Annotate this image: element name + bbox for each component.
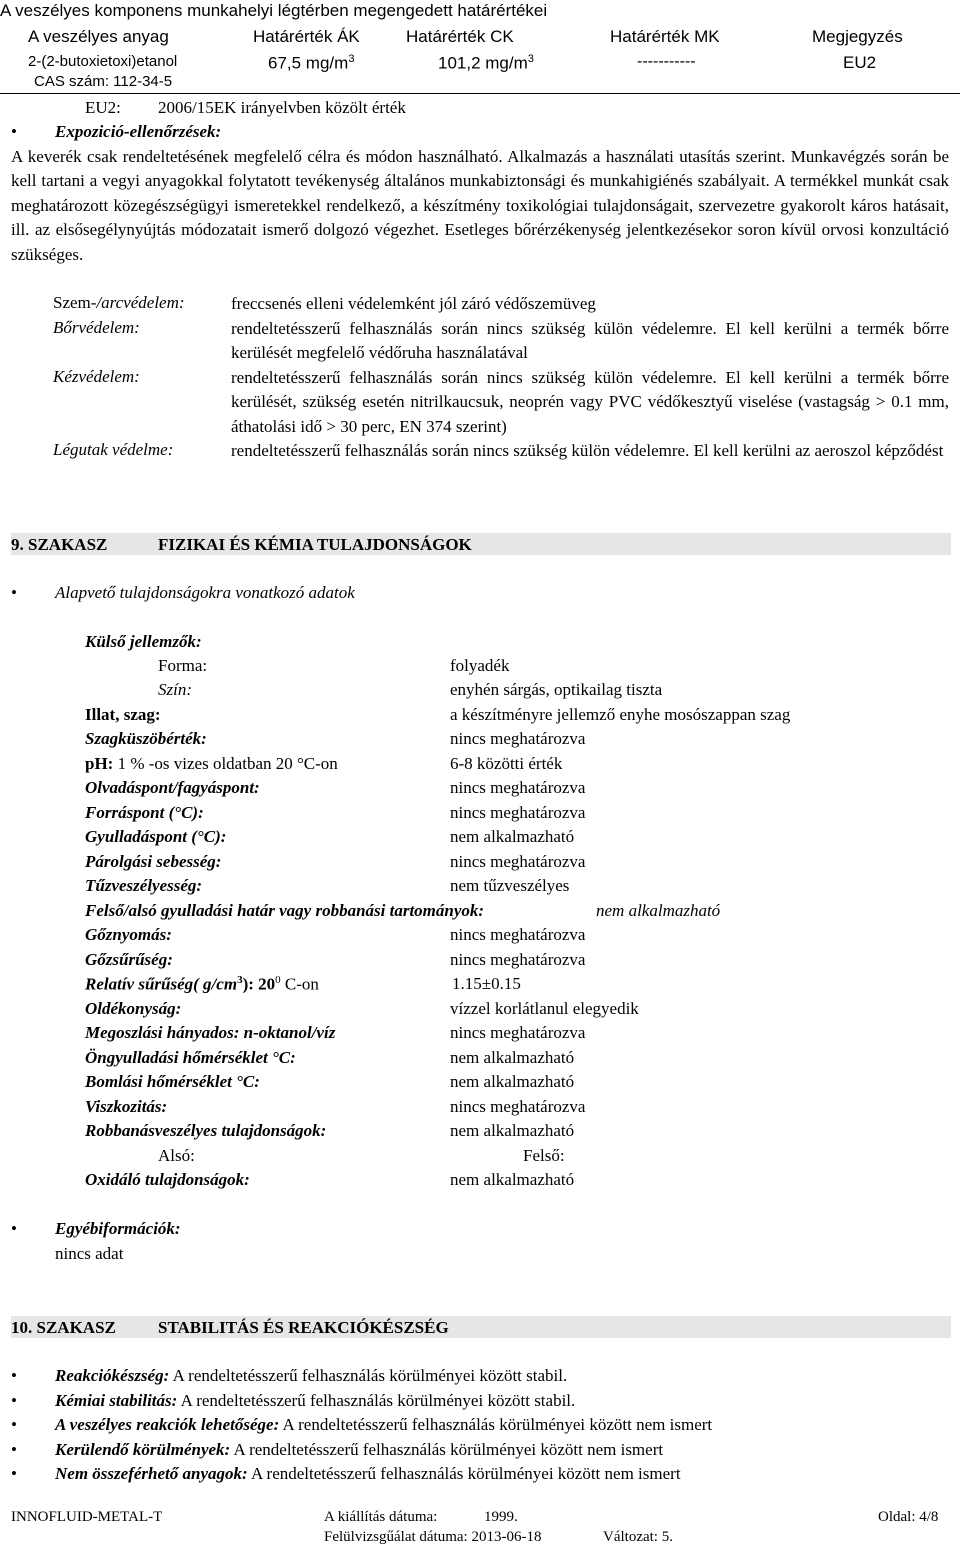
- exposure-heading: • Expozició-ellenőrzések:: [55, 121, 221, 143]
- oldekony-value: vízzel korlátlanul elegyedik: [450, 999, 639, 1018]
- felso-also-label: Felső/alsó gyulladási határ vagy robbanási tartományok:: [85, 901, 485, 920]
- footer-review: Felülvizsgűálat dátuma: 2013-06-18: [324, 1529, 542, 1545]
- megoszlas-value: nincs meghatározva: [450, 1023, 586, 1042]
- relativ-value: 1.15±0.15: [452, 974, 521, 993]
- gozsuruseg-label: Gőzsűrűség:: [85, 950, 173, 969]
- egyeb-label: • Egyébiformációk:: [55, 1218, 181, 1240]
- egyeb-value: nincs adat: [55, 1244, 124, 1263]
- viszko-value: nincs meghatározva: [450, 1097, 586, 1116]
- section10-bar: [11, 1316, 951, 1338]
- parolgas-label: Párolgási sebesség:: [85, 852, 222, 871]
- kerulendo-item: • Kerülendő körülmények: A rendeltetésszerű felhasználás körülményei között nem ismert: [55, 1439, 663, 1461]
- note-value: EU2: [843, 53, 877, 72]
- skin-protection-label: Bőrvédelem:: [53, 318, 140, 337]
- nem-osszeferheto-item: • Nem összeférhető anyagok: A rendeltetésszerű felhasználás körülményei között nem ismert: [55, 1463, 681, 1485]
- illat-label: Illat, szag:: [85, 705, 161, 724]
- robban-label: Robbanásveszélyes tulajdonságok:: [85, 1121, 327, 1140]
- oxid-label: Oxidáló tulajdonságok:: [85, 1170, 250, 1189]
- col-substance: A veszélyes anyag: [28, 27, 169, 46]
- footer-page: Oldal: 4/8: [878, 1509, 939, 1525]
- exposure-paragraph: A keverék csak rendeltetésének megfelelő célra és módon használható. Alkalmazás a használati utasítás szerint. Munkavégzés során be kell tartani a vegyi anyagokkal folytatott tevékenység általános munkabiztonsági és munkahigiénés szabályait. A termékkel munkát csak meghatározott közegészségügyi ismeretekkel rendelkező, a készítmény toxikológiai tulajdonságait, szervezetre gyakorolt káros hatásait, ill. az elsősegélynyújtás módozatait ismerő dolgozó végezhet. Esetleges bőrérzékenység jelentkezésekor soron kívül orvosi konzultáció szükséges.: [11, 147, 949, 264]
- cas-number: CAS szám: 112-34-5: [34, 73, 173, 90]
- section9-title: FIZIKAI ÉS KÉMIA TULAJDONSÁGOK: [158, 535, 472, 554]
- szagkuszob-value: nincs meghatározva: [450, 729, 586, 748]
- robban-value: nem alkalmazható: [450, 1121, 575, 1140]
- respiratory-protection-value: rendeltetésszerű felhasználás során nincs szükség külön védelemre. El kell kerülni az aeroszol képződést: [231, 441, 944, 460]
- gyullad-label: Gyulladáspont (°C):: [85, 827, 227, 846]
- ph-label: pH: 1 % -os vizes oldatban 20 °C-on: [85, 754, 338, 773]
- external-heading: Külső jellemzők:: [85, 632, 202, 651]
- section10-title: STABILITÁS ÉS REAKCIÓKÉSZSÉG: [158, 1318, 449, 1337]
- goznyomas-label: Gőznyomás:: [85, 925, 172, 944]
- szin-label: Szín:: [158, 680, 192, 699]
- goznyomas-value: nincs meghatározva: [450, 925, 586, 944]
- oxid-value: nem alkalmazható: [450, 1170, 575, 1189]
- megoszlas-label: Megoszlási hányados: n-oktanol/víz: [85, 1023, 336, 1042]
- forras-label: Forráspont (°C):: [85, 803, 204, 822]
- szagkuszob-label: Szagküszöbérték:: [85, 729, 207, 748]
- ph-value: 6-8 közötti érték: [450, 754, 563, 773]
- col-mk: Határérték MK: [610, 27, 720, 46]
- relativ-label: Relatív sűrűség( $g/cm^3$): $20^0$ C-on: [85, 974, 319, 994]
- eye-protection-value: freccsenés elleni védelemként jól záró védőszemüveg: [231, 294, 596, 313]
- oldekony-label: Oldékonyság:: [85, 999, 182, 1018]
- eu2-text: 2006/15EK irányelvben közölt érték: [158, 98, 406, 117]
- ck-value: 101,2 $mg/m^3$: [438, 53, 534, 73]
- table-header-row: [0, 26, 960, 48]
- hand-protection-value: rendeltetésszerű felhasználás során nincs szükség külön védelemre. El kell kerülni a termék bőrre kerülését, szükség esetén nitrilkaucsuk, neoprén vagy PVC védőkesztyű viselése (vastagság > 0.1 mm, áthatolási idő > 30 perc, EN 374 szerint): [231, 368, 949, 436]
- footer-product: INNOFLUID-METAL-T: [11, 1509, 163, 1525]
- hand-protection-label: Kézvédelem:: [53, 367, 140, 386]
- bomlas-value: nem alkalmazható: [450, 1072, 575, 1091]
- bomlas-label: Bomlási hőmérséklet °C:: [85, 1072, 260, 1091]
- respiratory-protection-label: Légutak védelme:: [53, 440, 174, 459]
- substance-name: 2-(2-butoxietoxi)etanol: [28, 53, 178, 70]
- forma-label: Forma:: [158, 656, 208, 675]
- section9-bar: [11, 533, 951, 555]
- tuz-value: nem tűzveszélyes: [450, 876, 570, 895]
- olvadas-value: nincs meghatározva: [450, 778, 586, 797]
- footer-version: Változat: 5.: [603, 1529, 673, 1545]
- tuz-label: Tűzveszélyesség:: [85, 876, 203, 895]
- parolgas-value: nincs meghatározva: [450, 852, 586, 871]
- felso-also-value: nem alkalmazható: [596, 901, 721, 920]
- illat-value: a készítményre jellemző enyhe mosószappan szag: [450, 705, 791, 724]
- ak-value: 67,5 $mg/m^3$: [268, 53, 355, 73]
- szin-value: enyhén sárgás, optikailag tiszta: [450, 680, 663, 699]
- skin-protection-value: rendeltetésszerű felhasználás során nincs szükség külön védelemre. El kell kerülni a termék bőrre kerülését megfelelő védőruha használatával: [231, 319, 949, 363]
- forma-value: folyadék: [450, 656, 510, 675]
- section10-number: 10. SZAKASZ: [11, 1318, 116, 1337]
- eye-protection-label: Szem-/arcvédelem:: [53, 293, 185, 312]
- col-note: Megjegyzés: [812, 27, 903, 46]
- viszko-label: Viszkozitás:: [85, 1097, 168, 1116]
- eu2-label: EU2:: [85, 98, 121, 117]
- forras-value: nincs meghatározva: [450, 803, 586, 822]
- col-ak: Határérték ÁK: [253, 27, 360, 46]
- col-ck: Határérték CK: [406, 27, 514, 46]
- table-title: A veszélyes komponens munkahelyi légtérben megengedett határértékei: [0, 1, 548, 20]
- gyullad-value: nem alkalmazható: [450, 827, 575, 846]
- footer-issue-value: 1999.: [484, 1509, 518, 1525]
- table-bottom-line: [0, 93, 960, 94]
- ongyull-value: nem alkalmazható: [450, 1048, 575, 1067]
- mk-value: -----------: [637, 53, 696, 70]
- gozsuruseg-value: nincs meghatározva: [450, 950, 586, 969]
- also-label: Alsó:: [158, 1146, 195, 1165]
- veszelyes-item: • A veszélyes reakciók lehetősége: A rendeltetésszerű felhasználás körülményei között nem ismert: [55, 1414, 712, 1436]
- section9-number: 9. SZAKASZ: [11, 535, 108, 554]
- table-data-row: [0, 51, 960, 91]
- section9-subheading: • Alapvető tulajdonságokra vonatkozó adatok: [55, 582, 355, 604]
- olvadas-label: Olvadáspont/fagyáspont:: [85, 778, 260, 797]
- felso-label: Felső:: [523, 1146, 565, 1165]
- reakcio-item: • Reakciókészség: A rendeltetésszerű felhasználás körülményei között stabil.: [55, 1365, 567, 1387]
- ongyull-label: Öngyulladási hőmérséklet °C:: [85, 1048, 296, 1067]
- kemiai-item: • Kémiai stabilitás: A rendeltetésszerű felhasználás körülményei között stabil.: [55, 1390, 575, 1412]
- footer-issue-label: A kiállítás dátuma:: [324, 1509, 438, 1525]
